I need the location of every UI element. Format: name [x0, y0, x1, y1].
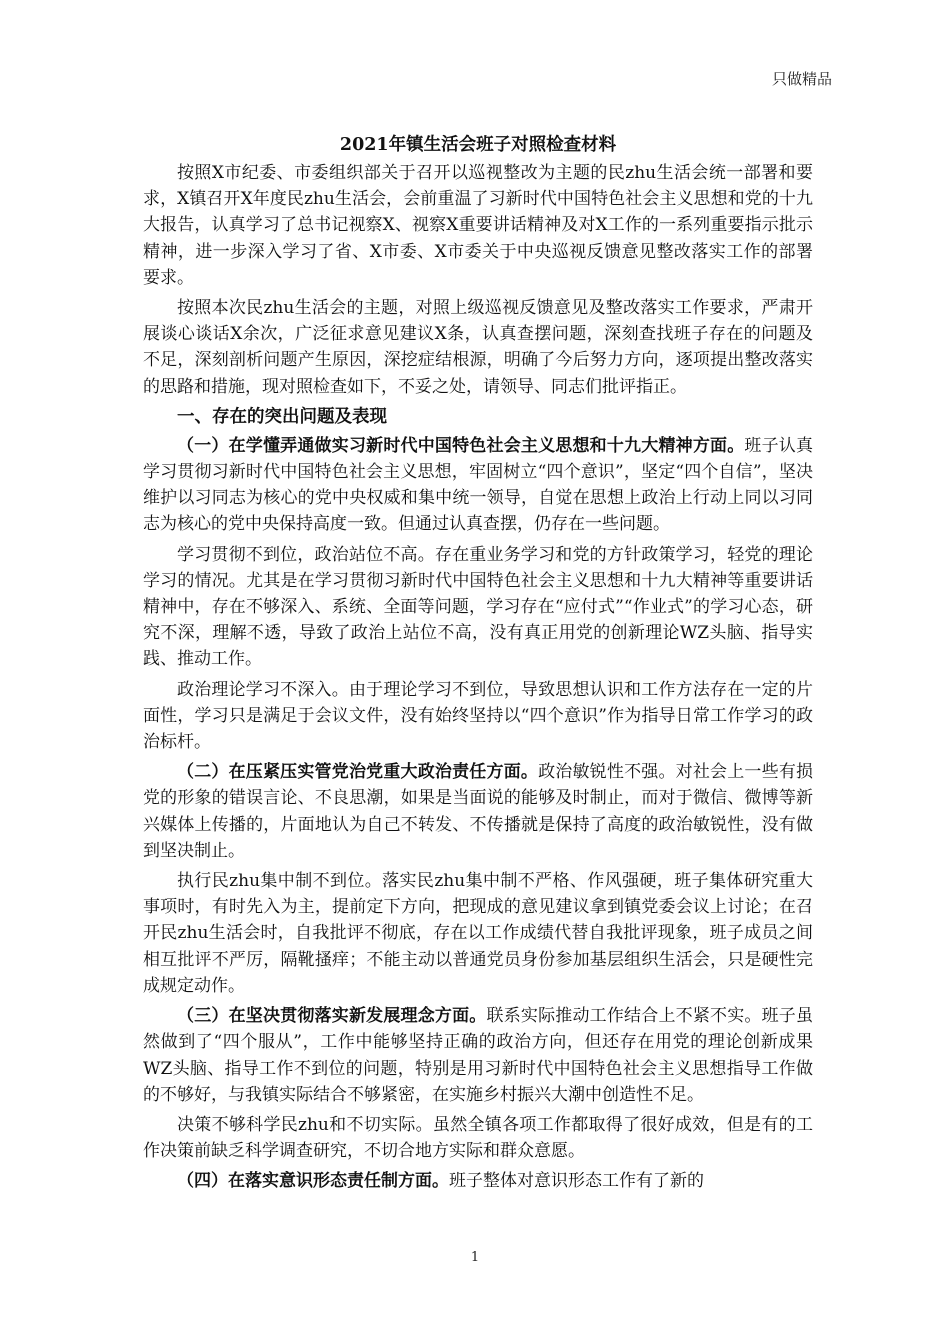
item-4-text: 班子整体对意识形态工作有了新的: [449, 1171, 704, 1192]
item-1-text: 班子认真学习贯彻习新时代中国特色社会主义思想，牢固树立“四个意识”，坚定“四个自信”，坚决维护以习同志为核心的党中央权威和集中统一领导，自觉在思想上政治上行动上同以习同志为核心的党中央保持高度一致。但通过认真查摆，仍存在一些问题。: [143, 435, 814, 535]
item-2-heading: （二）在压紧压实管党治党重大政治责任方面。: [177, 762, 539, 783]
item-2-text: 政治敏锐性不强。对社会上一些有损党的形象的错误言论、不良思潮，如果是当面说的能够及时制止，而对于微信、微博等新兴媒体上传播的，片面地认为自己不转发、不传播就是保持了高度的政治敏锐性，没有做到坚决制止。: [143, 762, 814, 861]
item-3-heading: （三）在坚决贯彻落实新发展理念方面。: [177, 1006, 487, 1027]
paragraph-item-3: [143, 1003, 813, 1108]
paragraph-study: 学习贯彻不到位，政治站位不高。存在重业务学习和党的方针政策学习，轻党的理论学习的情况。尤其是在学习贯彻习新时代中国特色社会主义思想和十九大精神等重要讲话精神中，存在不够深入、系统、全面等问题，学习存在“应付式”“作业式”的学习心态，研究不深，理解不透，导致了政治上站位不高，没有真正用党的创新理论WZ头脑、指导实践、推动工作。: [143, 544, 813, 670]
paragraph-approach: 按照本次民zhu生活会的主题，对照上级巡视反馈意见及整改落实工作要求，严肃开展谈心谈话X余次，广泛征求意见建议X条，认真查摆问题，深刻查找班子存在的问题及不足，深刻剖析问题产生原因，深挖症结根源，明确了今后努力方向，逐项提出整改落实的思路和措施，现对照检查如下，不妥之处，请领导、同志们批评指正。: [143, 298, 813, 397]
document-title: 2021年镇生活会班子对照检查材料: [339, 135, 617, 155]
page-number: 1: [470, 1250, 480, 1265]
header-note: 只做精品: [771, 70, 832, 88]
paragraph-item-4: [143, 1168, 813, 1194]
item-4-heading: （四）在落实意识形态责任制方面。: [177, 1171, 449, 1192]
paragraph-item-2: [143, 759, 813, 864]
paragraph-centralism: 执行民zhu集中制不到位。落实民zhu集中制不严格、作风强硬，班子集体研究重大事项时，有时先入为主，提前定下方向，把现成的意见建议拿到镇党委会议上讨论；在召开民zhu生活会时，自我批评不彻底，存在以工作成绩代替自我批评现象，班子成员之间相互批评不严厉，隔靴搔痒；不能主动以普通党员身份参加基层组织生活会，只是硬性完成规定动作。: [143, 871, 813, 996]
paragraph-intro: 按照X市纪委、市委组织部关于召开以巡视整改为主题的民zhu生活会统一部署和要求，X镇召开X年度民zhu生活会，会前重温了习新时代中国特色社会主义思想和党的十九大报告，认真学习了总书记视察X、视察X重要讲话精神及对X工作的一系列重要指示批示精神，进一步深入学习了省、X市委、X市委关于中央巡视反馈意见整改落实工作的部署要求。: [143, 163, 813, 288]
document-body: [143, 126, 813, 1199]
section-heading: 一、存在的突出问题及表现: [177, 406, 387, 427]
paragraph-decision: 决策不够科学民zhu和不切实际。虽然全镇各项工作都取得了很好成效，但是有的工作决策前缺乏科学调查研究，不切合地方实际和群众意愿。: [143, 1114, 813, 1162]
item-3-text: 联系实际推动工作结合上不紧不实。班子虽然做到了“四个服从”，工作中能够坚持正确的政治方向，但还存在用党的理论创新成果WZ头脑、指导工作不到位的问题，特别是用习新时代中国特色社会主义思想指导工作做的不够好，与我镇实际结合不够紧密，在实施乡村振兴大潮中创造性不足。: [143, 1006, 813, 1105]
paragraph-item-1: [143, 433, 813, 538]
item-1-heading: （一）在学懂弄通做实习新时代中国特色社会主义思想和十九大精神方面。: [177, 435, 745, 456]
paragraph-theory: 政治理论学习不深入。由于理论学习不到位，导致思想认识和工作方法存在一定的片面性，学习只是满足于会议文件，没有始终坚持以“四个意识”作为指导日常工作学习的政治标杆。: [143, 679, 813, 753]
